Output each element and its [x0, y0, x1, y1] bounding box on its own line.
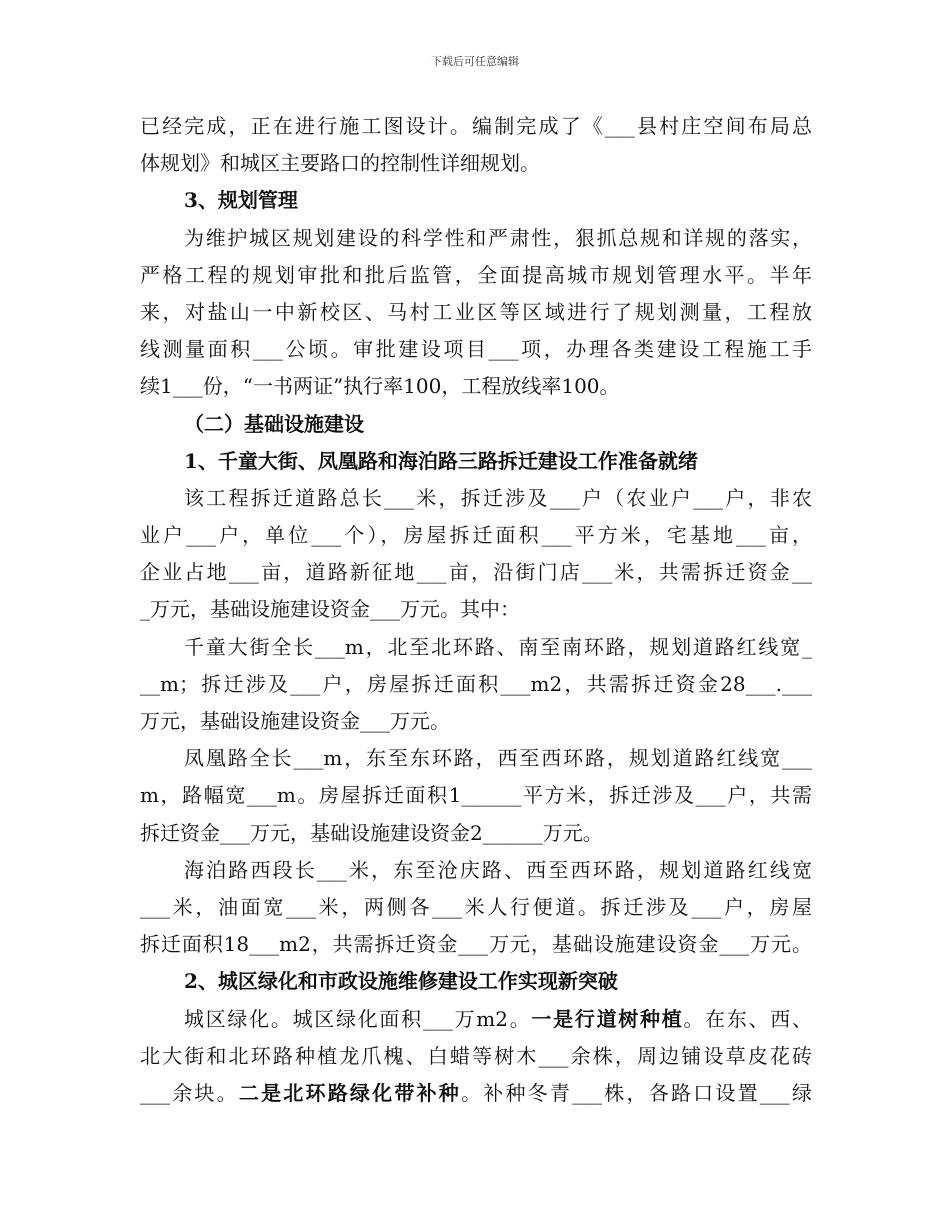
- paragraph-line: 千童大街全长___m，北至北环路、南至南环路，规划道路红线宽_: [184, 634, 812, 659]
- page-header: 下载后可任意编辑: [431, 55, 519, 68]
- paragraph-line: [140, 1075, 812, 1112]
- bold-text-run: 二是北环路绿化带补种: [238, 1080, 462, 1105]
- paragraph-line: 拆迁资金___万元，基础设施建设资金2______万元。: [140, 820, 603, 845]
- paragraph-line: 续1___份，“一书两证”执行率100，工程放线率100。: [140, 374, 620, 399]
- paragraph-line: 已经完成，正在进行施工图设计。编制完成了《___县村庄空间布局总: [140, 114, 812, 138]
- paragraph-line: 北大街和北环路种植龙爪槐、白蜡等树木___余株，周边铺设草皮花砖: [140, 1043, 812, 1068]
- text-run: ___余块。: [140, 1080, 239, 1105]
- paragraph-line: 来，对盐山一中新校区、马村工业区等区域进行了规划测量，工程放: [140, 299, 812, 324]
- section-heading: （二）基础设施建设: [184, 411, 364, 436]
- paragraph-line: __m；拆迁涉及___户，房屋拆迁面积___m2，共需拆迁资金28___.___: [140, 671, 812, 696]
- section-heading: 3、规划管理: [184, 188, 298, 213]
- text-run: 。在东、西、: [683, 1006, 813, 1031]
- paragraph-line: 业户___户，单位___个），房屋拆迁面积___平方米，宅基地___亩，: [140, 523, 812, 548]
- paragraph-line: 体规划》和城区主要路口的控制性详细规划。: [140, 151, 540, 176]
- document-body: [140, 108, 812, 1112]
- section-heading: 2、城区绿化和市政设施维修建设工作实现新突破: [184, 969, 618, 994]
- text-run: 城区绿化。城区绿化面积___万m2。: [184, 1006, 532, 1031]
- paragraph-line: _万元，基础设施建设资金___万元。其中：: [140, 597, 520, 622]
- paragraph-line: m，路幅宽___m。房屋拆迁面积1______平方米，拆迁涉及___户，共需: [140, 783, 812, 808]
- paragraph-line: 海泊路西段长___米，东至沧庆路、西至西环路，规划道路红线宽: [184, 857, 812, 882]
- paragraph-line: 企业占地___亩，道路新征地___亩，沿街门店___米，共需拆迁资金__: [140, 560, 812, 585]
- paragraph-line: 凤凰路全长___m，东至东环路，西至西环路，规划道路红线宽___: [184, 746, 812, 771]
- paragraph-line: 线测量面积___公顷。审批建设项目___项，办理各类建设工程施工手: [140, 337, 812, 362]
- paragraph-line: 拆迁面积18___m2，共需拆迁资金___万元，基础设施建设资金___万元。: [140, 932, 812, 957]
- paragraph-line: [140, 1001, 812, 1038]
- section-heading: 1、千童大街、凤凰路和海泊路三路拆迁建设工作准备就绪: [184, 448, 698, 473]
- bold-text-run: 一是行道树种植: [531, 1006, 684, 1031]
- paragraph-line: ___米，油面宽___米，两侧各___米人行便道。拆迁涉及___户，房屋: [140, 894, 812, 919]
- paragraph-line: 该工程拆迁道路总长___米，拆迁涉及___户（农业户___户，非农: [184, 485, 812, 510]
- paragraph-line: 严格工程的规划审批和批后监管，全面提高城市规划管理水平。半年: [140, 262, 812, 287]
- paragraph-line: 为维护城区规划建设的科学性和严肃性，狠抓总规和详规的落实，: [184, 225, 812, 250]
- text-run: 。补种冬青___株，各路口设置___绿: [461, 1080, 813, 1105]
- paragraph-line: 万元，基础设施建设资金___万元。: [140, 709, 450, 733]
